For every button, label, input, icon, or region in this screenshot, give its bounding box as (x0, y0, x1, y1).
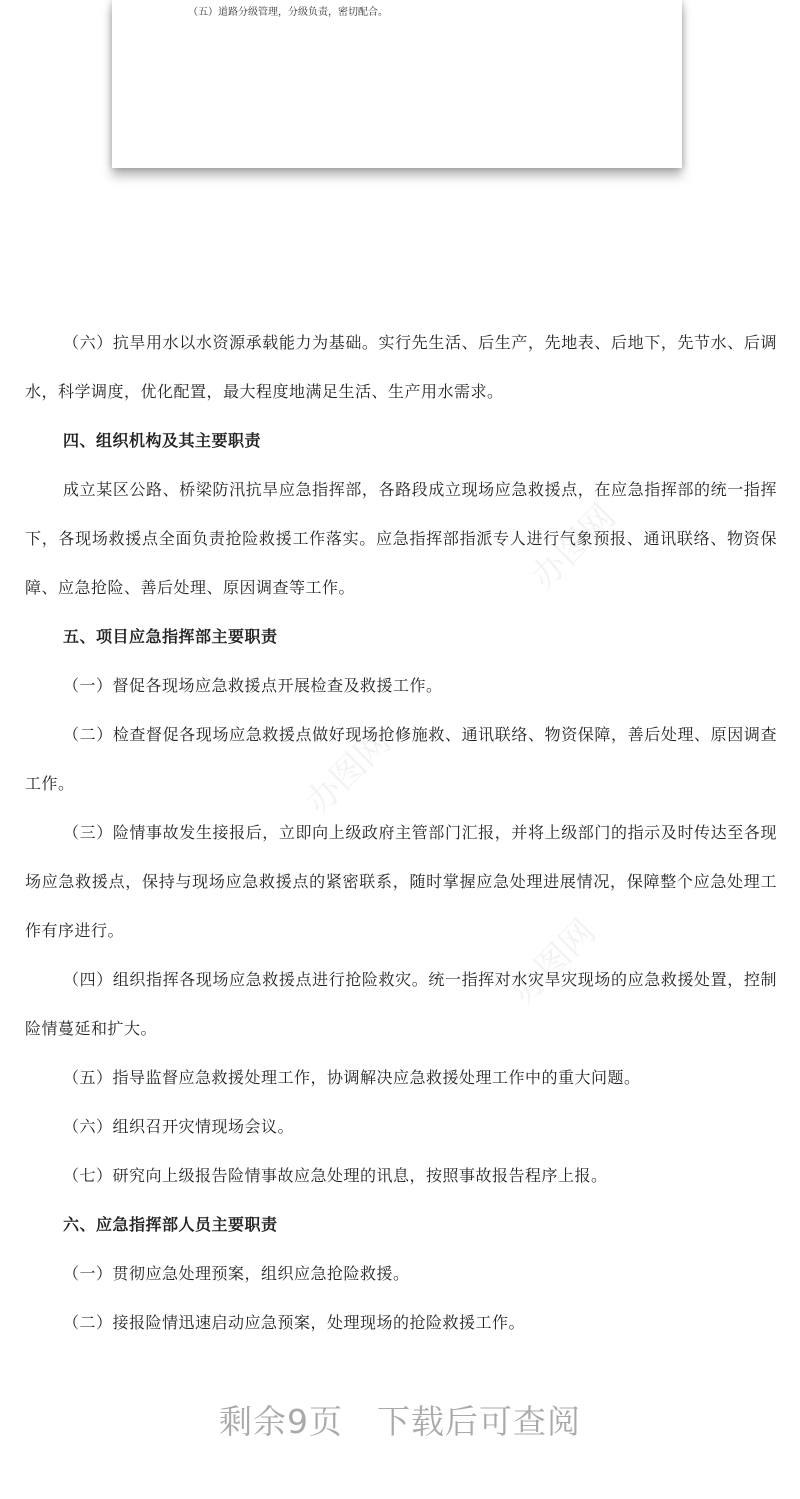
section-heading-6: 六、应急指挥部人员主要职责 (63, 1215, 278, 1234)
section-heading-4: 四、组织机构及其主要职责 (63, 431, 262, 450)
paragraph-8: （五）指导监督应急救援处理工作，协调解决应急救援处理工作中的重大问题。 (63, 1068, 641, 1087)
remaining-pages-label: 剩余9页 (219, 1402, 343, 1441)
download-prompt[interactable] (0, 1396, 800, 1443)
paragraph-5: （二）检查督促各现场应急救援点做好现场抢修施救、通讯联络、物资保障，善后处理、原因调查工作。 (25, 725, 777, 793)
preview-text-line: （五）道路分级管理，分级负责，密切配合。 (188, 7, 388, 18)
paragraph-0: （六）抗旱用水以水资源承载能力为基础。实行先生活、后生产，先地表、后地下，先节水、后调水，科学调度，优化配置，最大程度地满足生活、生产用水需求。 (25, 333, 777, 401)
paragraph-4: （一）督促各现场应急救援点开展检查及救援工作。 (63, 676, 443, 695)
paragraph-9: （六）组织召开灾情现场会议。 (63, 1117, 295, 1136)
paragraph-10: （七）研究向上级报告险情事故应急处理的讯息，按照事故报告程序上报。 (63, 1166, 608, 1185)
paragraph-13: （二）接报险情迅速启动应急预案，处理现场的抢险救援工作。 (63, 1313, 526, 1332)
previous-page-preview (112, 0, 682, 168)
download-to-view-label: 下载后可查阅 (377, 1402, 581, 1441)
watermark: 办图网 (298, 721, 399, 823)
paragraph-7: （四）组织指挥各现场应急救援点进行抢险救灾。统一指挥对水灾旱灾现场的应急救援处置，控制险情蔓延和扩大。 (25, 970, 777, 1038)
paragraph-2: 成立某区公路、桥梁防汛抗旱应急指挥部，各路段成立现场应急救援点，在应急指挥部的统一指挥下，各现场救援点全面负责抢险救援工作落实。应急指挥部指派专人进行气象预报、通讯联络、物资保障、应急抢险、善后处理、原因调查等工作。 (25, 480, 777, 597)
paragraph-12: （一）贯彻应急处理预案，组织应急抢险救援。 (63, 1264, 410, 1283)
watermark: 办图网 (503, 911, 604, 1013)
paragraph-6: （三）险情事故发生接报后，立即向上级政府主管部门汇报，并将上级部门的指示及时传达至各现场应急救援点，保持与现场应急救援点的紧密联系，随时掌握应急处理进展情况，保障整个应急处理工作有序进行。 (25, 823, 777, 940)
section-heading-5: 五、项目应急指挥部主要职责 (63, 627, 278, 646)
document-body (25, 318, 777, 1347)
watermark: 办图网 (523, 496, 624, 598)
